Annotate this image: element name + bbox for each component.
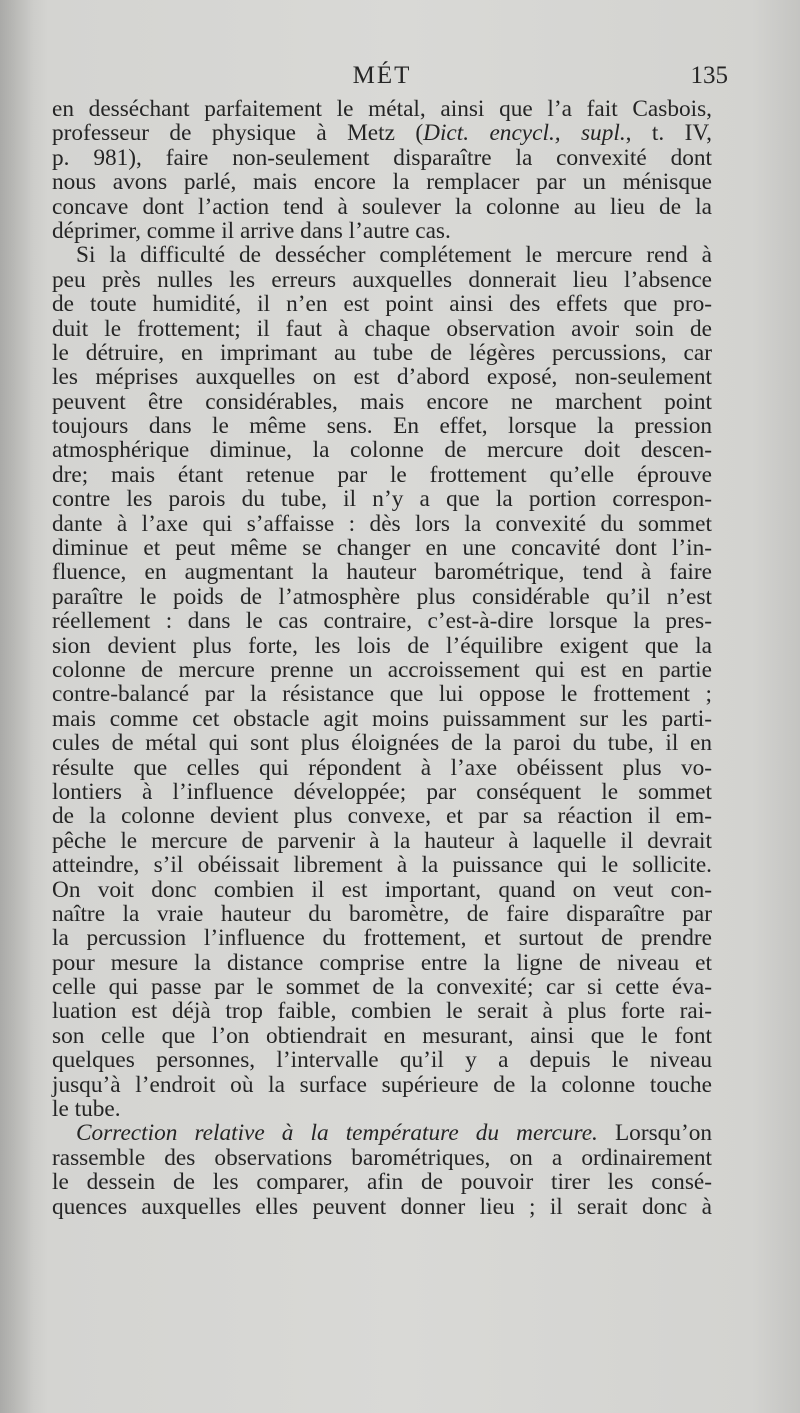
text-line: pêche le mercure de parvenir à la hauteur à laquelle il devrait xyxy=(52,827,712,854)
text-line: pour mesure la distance comprise entre la ligne de niveau et xyxy=(52,949,712,976)
text-run: professeur de physique à Metz ( xyxy=(52,120,424,147)
text-line: duit le frottement; il faut à chaque observation avoir soin de xyxy=(52,315,712,342)
running-title: MÉT xyxy=(352,62,412,89)
italic-run: Correction relative à la température du mercure. xyxy=(76,1120,598,1147)
text-line: atteindre, s’il obéissait librement à la puissance qui le sollicite. xyxy=(52,852,712,879)
text-line: quelques personnes, l’intervalle qu’il y a depuis le niveau xyxy=(52,1047,712,1074)
text-line: dre; mais étant retenue par le frottement qu’elle éprouve xyxy=(52,461,712,488)
text-line: atmosphérique diminue, la colonne de mercure doit descen- xyxy=(52,437,712,464)
running-head xyxy=(52,62,728,96)
text-line: quences auxquelles elles peuvent donner lieu ; il serait donc à xyxy=(52,1193,712,1220)
text-line: celle qui passe par le sommet de la convexité; car si cette éva- xyxy=(52,974,712,1001)
body-text xyxy=(52,97,712,1219)
text-line: rassemble des observations barométriques, on a ordinairement xyxy=(52,1144,712,1171)
text-line: colonne de mercure prenne un accroissement qui est en partie xyxy=(52,656,712,683)
page-number: 135 xyxy=(690,62,728,89)
text-line xyxy=(52,1121,712,1145)
text-line: la percussion l’influence du frottement, et surtout de prendre xyxy=(52,925,712,952)
text-line: résulte que celles qui répondent à l’axe obéissent plus vo- xyxy=(52,754,712,781)
text-line: lontiers à l’influence développée; par conséquent le sommet xyxy=(52,778,712,805)
text-line: contre-balancé par la résistance que lui oppose le frottement ; xyxy=(52,681,712,708)
text-line: le détruire, en imprimant au tube de légères percussions, car xyxy=(52,339,712,366)
text-line: le dessein de les comparer, afin de pouvoir tirer les consé- xyxy=(52,1169,712,1196)
text-line: jusqu’à l’endroit où la surface supérieure de la colonne touche xyxy=(52,1071,712,1098)
text-line: fluence, en augmentant la hauteur barométrique, tend à faire xyxy=(52,559,712,586)
text-line: paraître le poids de l’atmosphère plus considérable qu’il n’est xyxy=(52,583,712,610)
text-line: réellement : dans le cas contraire, c’est-à-dire lorsque la pres- xyxy=(52,608,712,635)
text-line: sion devient plus forte, les lois de l’équilibre exigent que la xyxy=(52,632,712,659)
text-line: dante à l’axe qui s’affaisse : dès lors la convexité du sommet xyxy=(52,510,712,537)
text-line: son celle que l’on obtiendrait en mesurant, ainsi que le font xyxy=(52,1022,712,1049)
text-line: nous avons parlé, mais encore la remplacer par un ménisque xyxy=(52,169,712,196)
text-run: , t. IV, xyxy=(625,120,712,147)
text-line: le tube. xyxy=(52,1096,121,1123)
text-line: les méprises auxquelles on est d’abord exposé, non-seulement xyxy=(52,364,712,391)
text-line: en desséchant parfaitement le métal, ainsi que l’a fait Casbois, xyxy=(52,96,712,122)
text-line: de toute humidité, il n’en est point ainsi des effets que pro- xyxy=(52,291,712,318)
text-line: mais comme cet obstacle agit moins puissamment sur les parti- xyxy=(52,705,712,732)
text-line: peu près nulles les erreurs auxquelles donnerait lieu l’absence xyxy=(52,266,712,293)
italic-run: Dict. encycl., supl. xyxy=(423,120,626,147)
text-line: de la colonne devient plus convexe, et par sa réaction il em- xyxy=(52,803,712,830)
page-fold-shadow xyxy=(0,0,34,1413)
text-line: luation est déjà trop faible, combien le serait à plus forte rai- xyxy=(52,998,712,1025)
text-line: déprimer, comme il arrive dans l’autre cas. xyxy=(52,217,451,244)
text-line xyxy=(52,121,712,145)
text-line: peuvent être considérables, mais encore ne marchent point xyxy=(52,388,712,415)
text-line: On voit donc combien il est important, quand on veut con- xyxy=(52,876,712,903)
text-line: cules de métal qui sont plus éloignées de la paroi du tube, il en xyxy=(52,730,712,757)
text-line: concave dont l’action tend à soulever la colonne au lieu de la xyxy=(52,193,712,220)
text-line: Si la difficulté de dessécher complétement le mercure rend à xyxy=(76,242,712,269)
text-line: toujours dans le même sens. En effet, lorsque la pression xyxy=(52,413,712,440)
text-run: Lorsqu’on xyxy=(597,1120,712,1147)
text-line: contre les parois du tube, il n’y a que la portion correspon- xyxy=(52,486,712,513)
text-line: p. 981), faire non-seulement disparaître la convexité dont xyxy=(52,144,712,171)
text-line: naître la vraie hauteur du baromètre, de faire disparaître par xyxy=(52,900,712,927)
text-line: diminue et peut même se changer en une concavité dont l’in- xyxy=(52,535,712,562)
